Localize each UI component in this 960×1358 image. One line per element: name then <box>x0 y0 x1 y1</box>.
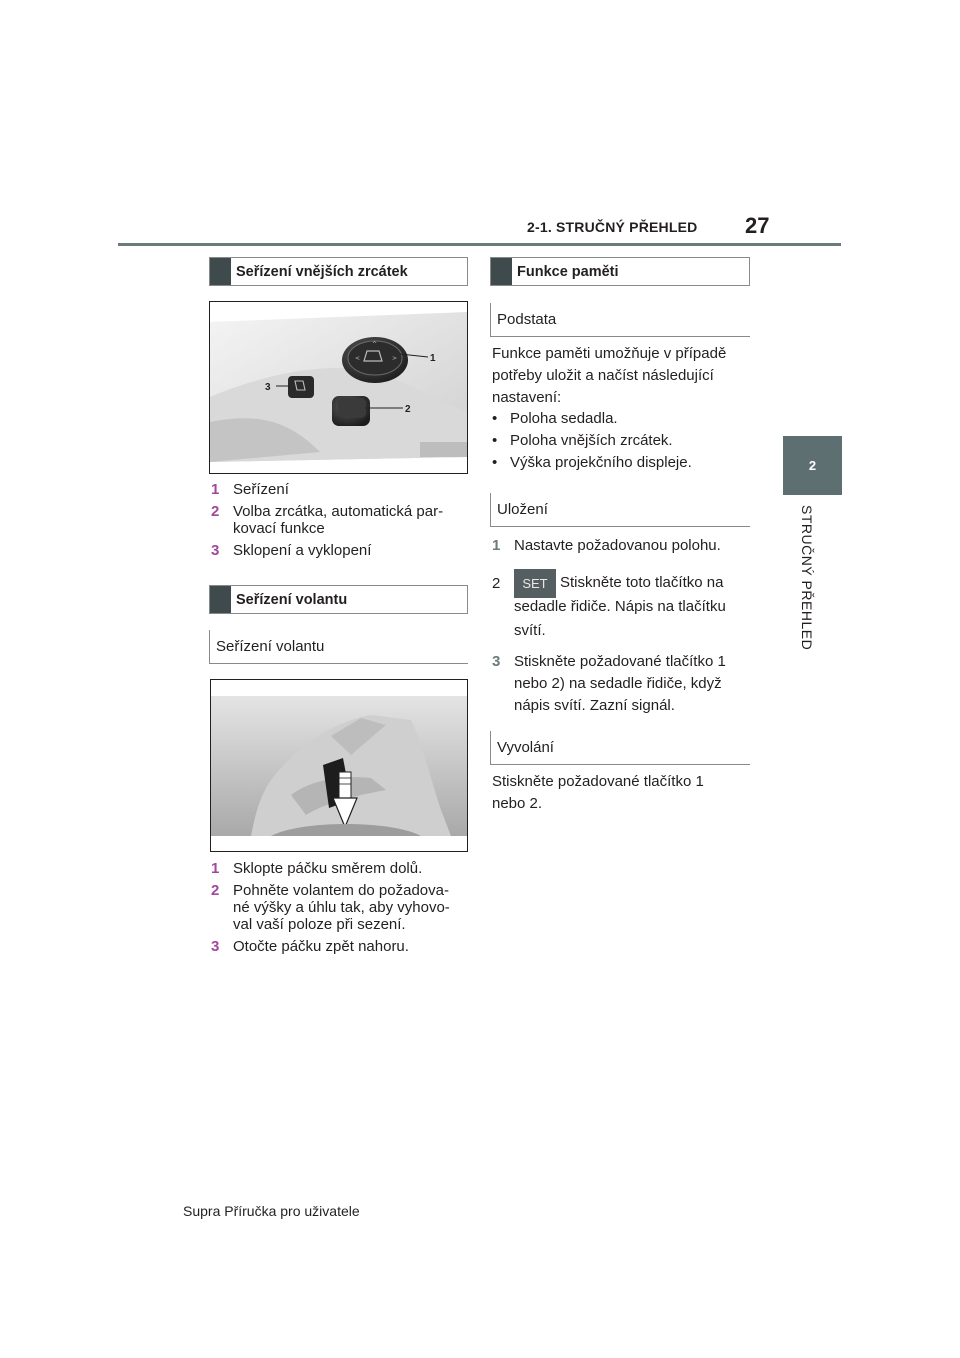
section-heading-memory <box>490 257 750 286</box>
list-item <box>211 882 469 933</box>
step-text: Otočte páčku zpět nahoru. <box>233 938 409 955</box>
running-header: 2-1. STRUČNÝ PŘEHLED <box>527 219 698 235</box>
step-number: 2 <box>492 575 501 592</box>
bullet-text: Poloha vnějších zrcátek. <box>510 432 673 449</box>
step-number: 1 <box>211 481 220 498</box>
bullet-text: Poloha sedadla. <box>510 410 618 427</box>
step-number: 2 <box>211 882 220 899</box>
header-rule <box>118 243 841 246</box>
step-body <box>514 569 726 643</box>
step-text: Stiskněte toto tlačítko na sedadle řidiče. Nápis na tlačítku svítí. <box>514 574 726 639</box>
svg-text:<: < <box>355 355 361 362</box>
step-text: Stiskněte požadované tlačítko 1 nebo 2) na sedadle řidiče, když nápis svítí. Zazní signál. <box>514 653 726 714</box>
section-heading-text: Funkce paměti <box>517 263 619 280</box>
chapter-tab: 2 <box>783 436 842 495</box>
step-number: 1 <box>211 860 220 877</box>
figure-label-1: 1 <box>430 353 436 364</box>
list-item <box>492 651 750 717</box>
list-item <box>211 542 469 559</box>
heading-bar <box>210 586 231 613</box>
list-item: • Poloha vnějších zrcátek. <box>492 430 750 452</box>
principle-text: Funkce paměti umožňuje v případě potřeby uložit a načíst následující nastavení: <box>492 345 727 406</box>
bullet-text: Výška projekčního displeje. <box>510 454 692 471</box>
list-item <box>211 503 469 537</box>
set-button-icon: SET <box>514 569 556 598</box>
figure-label-2: 2 <box>405 404 411 415</box>
list-item: • Poloha sedadla. <box>492 408 750 430</box>
subheading-recall: Vyvolání <box>490 731 750 765</box>
subheading-principle: Podstata <box>490 303 750 337</box>
step-number: 1 <box>492 537 501 554</box>
step-number: 3 <box>211 938 220 955</box>
heading-bar <box>210 258 231 285</box>
svg-text:>: > <box>392 355 398 362</box>
step-number: 3 <box>492 653 501 670</box>
settings-bullet-list <box>492 408 750 474</box>
figure-mirror-controls <box>209 301 468 474</box>
section-heading-text: Seřízení vnějších zrcátek <box>236 263 408 280</box>
subheading-steering: Seřízení volantu <box>209 630 468 664</box>
save-steps-list <box>492 535 750 717</box>
step-text: Nastavte požadovanou polohu. <box>514 537 721 554</box>
list-item: • Výška projekčního displeje. <box>492 452 750 474</box>
mirror-controls-illustration <box>210 302 467 473</box>
step-text: Sklopte páčku směrem dolů. <box>233 860 423 877</box>
section-heading-steering <box>209 585 468 614</box>
list-item <box>211 481 469 498</box>
step-text: Sklopení a vyklopení <box>233 542 372 559</box>
steering-steps-list <box>211 860 469 955</box>
section-heading-text: Seřízení volantu <box>236 591 348 608</box>
list-item <box>211 860 469 877</box>
figure-steering-lever <box>210 679 468 852</box>
chapter-tab-label: STRUČNÝ PŘEHLED <box>799 505 815 651</box>
section-heading-mirrors <box>209 257 468 286</box>
step-number: 2 <box>211 503 220 520</box>
list-item <box>211 938 469 955</box>
subheading-save: Uložení <box>490 493 750 527</box>
mirror-steps-list <box>211 481 469 559</box>
step-text: Pohněte volantem do požadova- né výšky a úhlu tak, aby vyhovo- val vaší poloze při sezení. <box>233 882 450 933</box>
footer-text: Supra Příručka pro uživatele <box>183 1203 360 1219</box>
step-text: Seřízení <box>233 481 289 498</box>
list-item <box>492 569 750 643</box>
recall-text: Stiskněte požadované tlačítko 1 nebo 2. <box>492 773 704 812</box>
svg-text:^: ^ <box>372 341 378 348</box>
figure-label-3: 3 <box>265 382 271 393</box>
list-item <box>492 535 750 557</box>
steering-lever-illustration <box>211 680 467 851</box>
page-number: 27 <box>745 213 770 238</box>
step-text: Volba zrcátka, automatická par- kovací funkce <box>233 503 444 537</box>
heading-bar <box>491 258 512 285</box>
step-number: 3 <box>211 542 220 559</box>
